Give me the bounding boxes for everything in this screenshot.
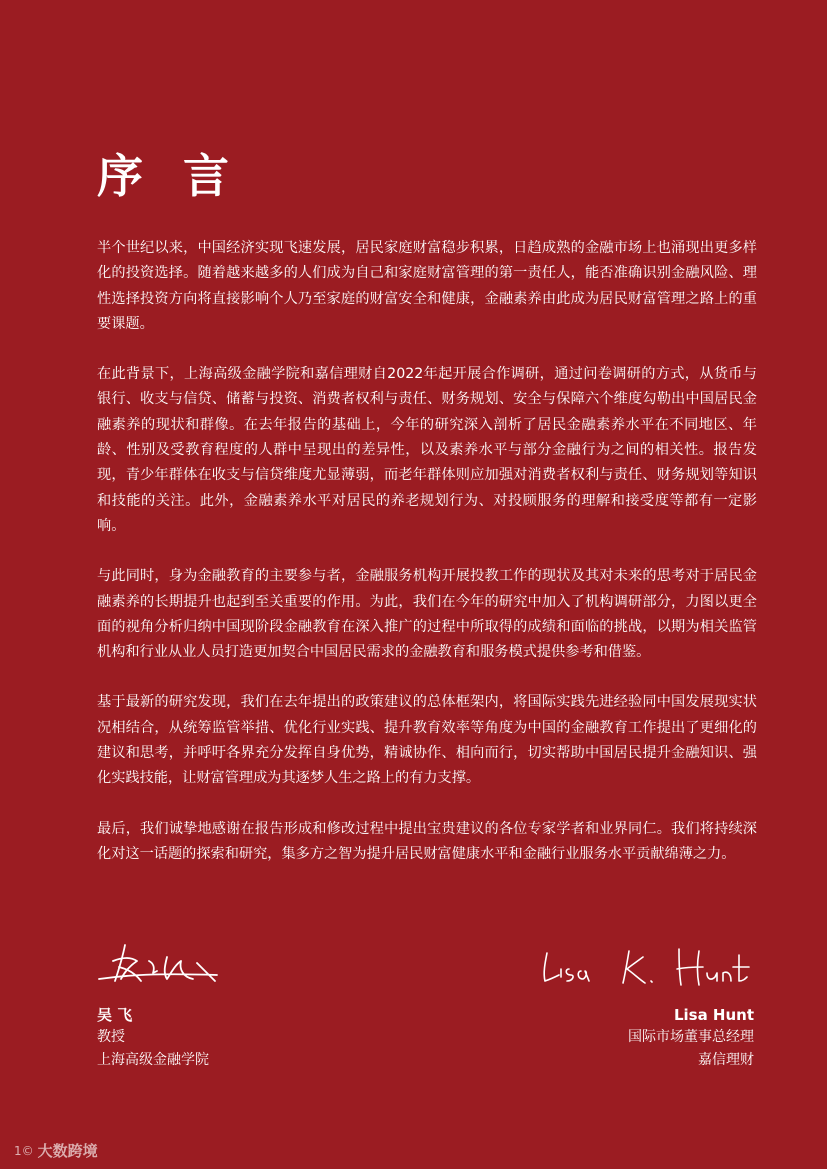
paragraph: 与此同时，身为金融教育的主要参与者，金融服务机构开展投教工作的现状及其对未来的思考对于居民金融素养的长期提升也起到至关重要的作用。为此，我们在今年的研究中加入了机构调研部分，力图以更全面的视角分析归纳中国现阶段金融教育在深入推广的过程中所取得的成绩和面临的挑战，以期为相关监管机构和行业从业人员打造更加契合中国居民需求的金融教育和服务模式提供参考和借鉴。 — [97, 568, 757, 661]
paragraph: 基于最新的研究发现，我们在去年提出的政策建议的总体框架内，将国际实践先进经验同中国发展现实状况相结合，从统筹监管举措、优化行业实践、提升教育效率等角度为中国的金融教育工作提出了更细化的建议和思考，并呼吁各界充分发挥自身优势，精诚协作、相向而行，切实帮助中国居民提升金融知识、强化实践技能，让财富管理成为其逐梦人生之路上的有力支撑。 — [97, 694, 757, 787]
signatory-org: 嘉信理财 — [698, 1052, 754, 1068]
signatory-title: 国际市场董事总经理 — [628, 1029, 754, 1045]
paragraph: 在此背景下，上海高级金融学院和嘉信理财自2022年起开展合作调研，通过问卷调研的方式，从货币与银行、收支与信贷、储蓄与投资、消费者权利与责任、财务规划、安全与保障六个维度勾勒出中国居民金融素养的现状和群像。在去年报告的基础上，今年的研究深入剖析了居民金融素养水平在不同地区、年龄、性别及受教育程度的人群中呈现出的差异性，以及素养水平与部分金融行为之间的相关性。报告发现，青少年群体在收支与信贷维度尤显薄弱，而老年群体则应加强对消费者权利与责任、财务规划等知识和技能的关注。此外，金融素养水平对居民的养老规划行为、对投顾服务的理解和接受度等都有一定影响。 — [97, 366, 757, 534]
watermark-brand-text: 大数跨境 — [37, 1142, 98, 1160]
paragraph: 半个世纪以来，中国经济实现飞速发展，居民家庭财富稳步积累，日趋成熟的金融市场上也涌现出更多样化的投资选择。随着越来越多的人们成为自己和家庭财富管理的第一责任人，能否准确识别金融风险、理性选择投资方向将直接影响个人乃至家庭的财富安全和健康，金融素养由此成为居民财富管理之路上的重要课题。 — [97, 240, 757, 332]
page-title: 序 言 — [97, 149, 242, 203]
paragraph: 最后，我们诚挚地感谢在报告形成和修改过程中提出宝贵建议的各位专家学者和业界同仁。我们将持续深化对这一话题的探索和研究，集多方之智为提升居民财富健康水平和金融行业服务水平贡献绵薄之力。 — [97, 820, 757, 862]
watermark-logo — [14, 1140, 98, 1161]
preface-body — [97, 236, 757, 892]
signatory-org: 上海高级金融学院 — [97, 1052, 209, 1068]
signature-block-right — [539, 935, 754, 1072]
handwritten-signature-image — [539, 935, 754, 997]
signatory-name: 吴 飞 — [97, 1006, 133, 1024]
signatory-title: 教授 — [97, 1029, 125, 1045]
logo-mark-icon: 1© — [14, 1143, 34, 1158]
signatory-name: Lisa Hunt — [673, 1006, 754, 1024]
handwritten-signature-image — [97, 935, 227, 997]
signature-block-left — [97, 935, 227, 1072]
